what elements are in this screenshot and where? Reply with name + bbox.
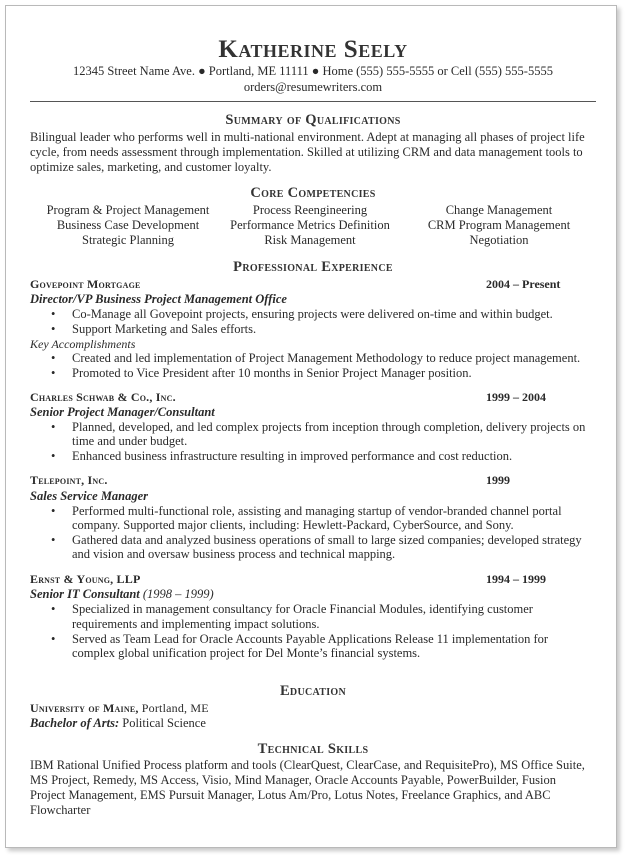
bullet-text: company. Supported major clients, including: Hewlett-Packard, CyberSource, and Sony. [72, 518, 514, 532]
summary-line-3: optimize sales, marketing, and customer loyalty. [30, 160, 272, 174]
bullet-glyph: • [51, 449, 56, 463]
bullet-glyph: • [51, 533, 56, 547]
competency-item: CRM Program Management [427, 218, 571, 232]
summary-heading: Summary of Qualifications [225, 112, 401, 128]
bullet-glyph: • [51, 602, 56, 616]
candidate-name: Katherine Seely [218, 36, 408, 63]
job-title: Director/VP Business Project Management Office [30, 292, 287, 306]
job-title-years: (1998 – 1999) [139, 587, 214, 601]
bullet-glyph: • [51, 307, 56, 321]
degree-name: Bachelor of Arts: [30, 716, 120, 730]
bullet-text: Created and led implementation of Project Management Methodology to reduce project management. [72, 351, 581, 365]
education-school [30, 701, 209, 716]
bullet-glyph: • [51, 420, 56, 434]
bullet-text: Promoted to Vice President after 10 months in Senior Project Manager position. [72, 366, 472, 380]
bullet-text: Served as Team Lead for Oracle Accounts Payable Applications Release 11 implementation for [72, 632, 549, 646]
school-location: Portland, ME [138, 701, 209, 715]
competency-item: Change Management [445, 203, 553, 217]
competency-item: Process Reengineering [252, 203, 368, 217]
bullet-text: requirements and implementing impact solutions. [72, 617, 320, 631]
job-title-text: Senior IT Consultant [30, 587, 140, 601]
bullet-text: Gathered data and analyzed business operations of small to large sized companies; developed strategy [72, 533, 582, 547]
school-name: University of Maine, [30, 701, 139, 715]
experience-heading: Professional Experience [233, 259, 393, 275]
skills-line: IBM Rational Unified Process platform and tools (ClearQuest, ClearCase, and RequisitePro), MS Office Suite, [30, 758, 585, 772]
header-divider [30, 101, 596, 102]
skills-line: Project Management, EMS Pursuit Manager, Lotus Am/Pro, Lotus Notes, Freelance Graphics, and ABC [30, 788, 551, 802]
bullet-text: Performed multi-functional role, assisting and managing startup of vendor-branded channel portal [72, 504, 562, 518]
job-company: Govepoint Mortgage [30, 277, 141, 291]
skills-line: MS Project, Remedy, MS Access, Visio, Mind Manager, Oracle Accounts Payable, PowerBuilder, Fusion [30, 773, 556, 787]
bullet-glyph: • [51, 504, 56, 518]
job-title [30, 587, 214, 602]
skills-heading: Technical Skills [257, 741, 369, 757]
contact-email: orders@resumewriters.com [243, 80, 383, 94]
bullet-text: Enhanced business infrastructure resulting in improved performance and cost reduction. [72, 449, 513, 463]
bullet-text: and vision and oversaw business process and technical mapping. [72, 547, 396, 561]
bullet-text: Specialized in management consultancy for Oracle Financial Modules, identifying customer [72, 602, 533, 616]
competency-item: Strategic Planning [82, 233, 174, 247]
bullet-text: time and under budget. [72, 434, 188, 448]
competency-item: Program & Project Management [46, 203, 210, 217]
job-dates: 1999 – 2004 [486, 390, 546, 404]
bullet-glyph: • [51, 351, 56, 365]
education-degree [30, 716, 206, 731]
bullet-text: Co-Manage all Govepoint projects, ensuring projects were delivered on-time and within budget. [72, 307, 553, 321]
key-accomplishments-label: Key Accomplishments [30, 337, 136, 351]
summary-line-1: Bilingual leader who performs well in multi-national environment. Adept at managing all phases of project life [30, 130, 585, 144]
bullet-glyph: • [51, 632, 56, 646]
degree-major: Political Science [119, 716, 206, 730]
job-company: Charles Schwab & Co., Inc. [30, 390, 176, 404]
skills-line: Flowcharter [30, 803, 91, 817]
resume-page [5, 5, 617, 848]
job-company: Telepoint, Inc. [30, 473, 108, 487]
job-dates: 1994 – 1999 [486, 572, 546, 586]
competencies-heading: Core Competencies [250, 185, 376, 201]
education-heading: Education [279, 683, 347, 699]
bullet-text: complex global unification project for Del Monte’s financial systems. [72, 646, 421, 660]
contact-address-line: 12345 Street Name Ave. ● Portland, ME 11111 ● Home (555) 555-5555 or Cell (555) 555-5555 [73, 64, 553, 78]
bullet-glyph: • [51, 322, 56, 336]
competency-item: Negotiation [469, 233, 529, 247]
bullet-glyph: • [51, 366, 56, 380]
bullet-text: Planned, developed, and led complex projects from inception through completion, delivery projects on [72, 420, 586, 434]
job-company: Ernst & Young, LLP [30, 572, 141, 586]
summary-line-2: cycle, from needs assessment through implementation. Skilled at utilizing CRM and data management tools to [30, 145, 583, 159]
job-title: Senior Project Manager/Consultant [30, 405, 215, 419]
bullet-text: Support Marketing and Sales efforts. [72, 322, 257, 336]
job-dates: 1999 [486, 473, 510, 487]
competency-item: Risk Management [264, 233, 356, 247]
competency-item: Performance Metrics Definition [230, 218, 390, 232]
competency-item: Business Case Development [56, 218, 200, 232]
job-dates: 2004 – Present [486, 277, 561, 291]
job-title: Sales Service Manager [30, 489, 149, 503]
